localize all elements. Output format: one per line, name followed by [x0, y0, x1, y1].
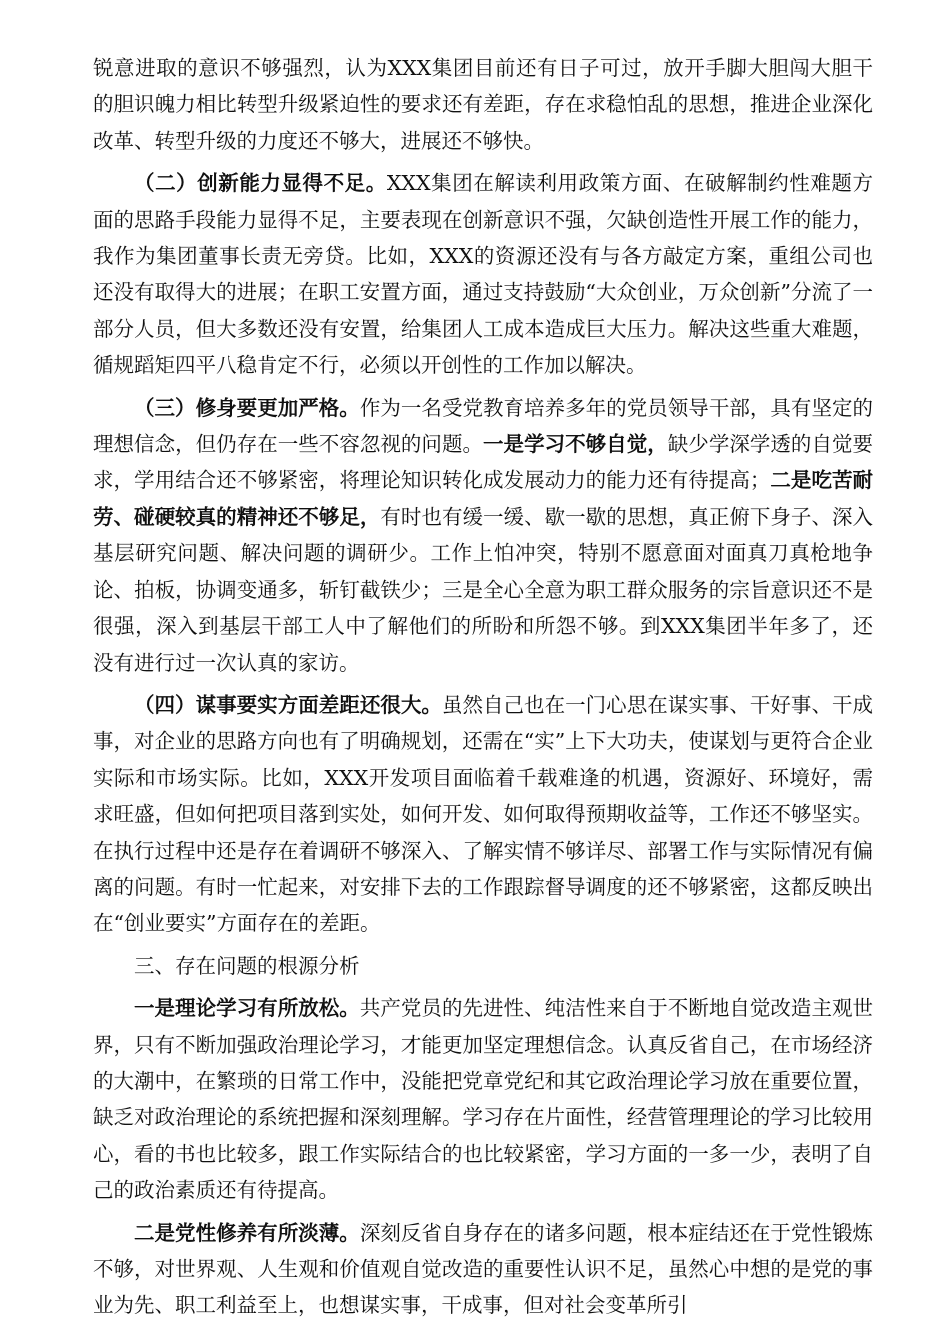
paragraph-practical-work: [93, 687, 873, 942]
paragraph-text: 共产党员的先进性、纯洁性来自于不断地自觉改造主观世界，只有不断加强政治理论学习，才能更加坚定理想信念。认真反省自己，在市场经济的大潮中，在繁琐的日常工作中，没能把党章党纪和其它政治理论学习放在重要位置，缺乏对政治理论的系统把握和深刻理解。学习存在片面性，经营管理理论的学习比较用心，看的书也比较多，跟工作实际结合的也比较紧密，学习方面的一多一少，表明了自己的政治素质还有待提高。: [93, 996, 874, 1203]
section-heading: [93, 948, 873, 984]
paragraph-lead: 一是理论学习有所放松。: [134, 996, 360, 1021]
paragraph-lead: （三）修身要更加严格。: [134, 395, 360, 420]
paragraph-text: 作为一名受党教育培养多年的党员领导干部，具有坚定的理想信念，但仍存在一些不容忽视的问题。: [93, 395, 874, 457]
paragraph-lead: （二）创新能力显得不足。: [134, 171, 387, 196]
section-heading-text: 三、存在问题的根源分析: [134, 953, 360, 978]
document-page: [93, 50, 873, 1324]
paragraph-party-spirit: [93, 1215, 873, 1324]
paragraph-text: 深刻反省自身存在的诸多问题，根本症结还在于党性锻炼不够，对世界观、人生观和价值观自觉改造的重要性认识不足，虽然心中想的是党的事业为先、职工利益至上，也想谋实事，干成事，但对社会变革所引: [93, 1220, 874, 1318]
paragraph-text: XXX集团在解读利用政策方面、在破解制约性难题方面的思路手段能力显得不足，主要表现在创新意识不强，欠缺创造性开展工作的能力，我作为集团董事长责无旁贷。比如，XXX的资源还没有与各方敲定方案，重组公司也还没有取得大的进展；在职工安置方面，通过支持鼓励“大众创业，万众创新”分流了一部分人员，但大多数还没有安置，给集团人工成本造成巨大压力。解决这些重大难题，循规蹈矩四平八稳肯定不行，必须以开创性的工作加以解决。: [93, 171, 873, 378]
paragraph-text: 虽然自己也在一门心思在谋实事、干好事、干成事，对企业的思路方向也有了明确规划，还需在“实”上下大功夫，使谋划与更符合企业实际和市场实际。比如，XXX开发项目面临着千载难逢的机遇，资源好、环境好，需求旺盛，但如何把项目落到实处，如何开发、如何取得预期收益等，工作还不够坚实。在执行过程中还是存在着调研不够深入、了解实情不够详尽、部署工作与实际情况有偏离的问题。有时一忙起来，对安排下去的工作跟踪督导调度的还不够紧密，这都反映出在“创业要实”方面存在的差距。: [93, 692, 874, 936]
paragraph-lead: 二是党性修养有所淡薄。: [134, 1220, 360, 1245]
paragraph-self-cultivation: [93, 390, 873, 681]
paragraph-theory-study: [93, 990, 873, 1208]
paragraph-innovation: [93, 165, 873, 383]
paragraph-lead: （四）谋事要实方面差距还很大。: [134, 692, 442, 717]
paragraph-text: 锐意进取的意识不够强烈，认为XXX集团目前还有日子可过，放开手脚大胆闯大胆干的胆识魄力相比转型升级紧迫性的要求还有差距，存在求稳怕乱的思想，推进企业深化改革、转型升级的力度还不够大，进展还不够快。: [93, 56, 873, 153]
paragraph-continuation: [93, 50, 873, 159]
paragraph-bold-point: 二是吃苦耐劳、碰硬较真的精神还不够足，: [93, 468, 874, 529]
paragraph-bold-point: 一是学习不够自觉，: [483, 432, 668, 457]
paragraph-text: 有时也有缓一缓、歇一歇的思想，真正俯下身子、深入基层研究问题、解决问题的调研少。工作上怕冲突，特别不愿意面对面真刀真枪地争论、拍板，协调变通多，斩钉截铁少；三是全心全意为职工群众服务的宗旨意识还不是很强，深入到基层干部工人中了解他们的所盼和所怨不够。到XXX集团半年多了，还没有进行过一次认真的家访。: [93, 504, 874, 675]
paragraph-text: 缺少学深学透的自觉要求，学用结合还不够紧密，将理论知识转化成发展动力的能力还有待提高；: [93, 432, 874, 493]
